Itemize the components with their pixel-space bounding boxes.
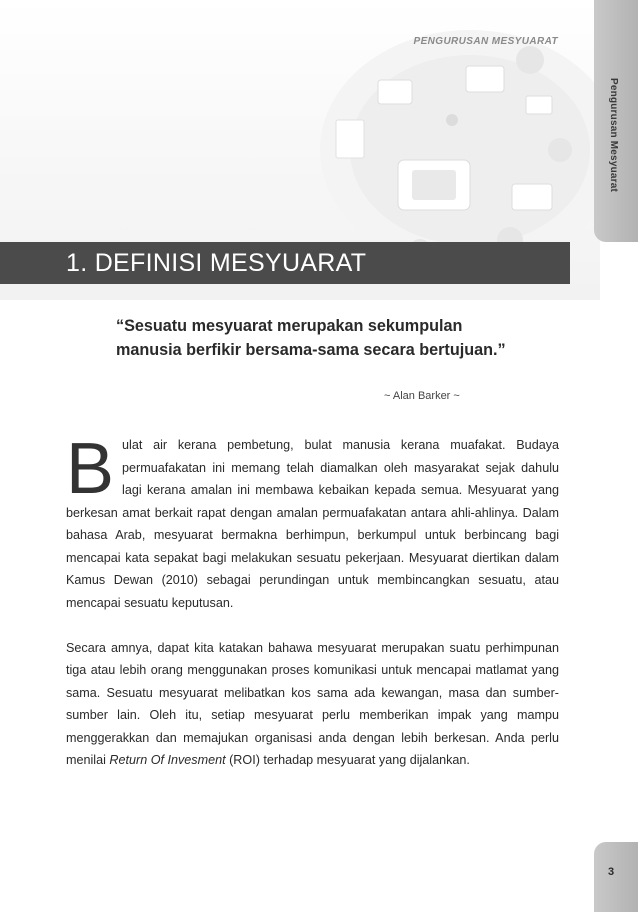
paragraph-1 (66, 429, 559, 614)
page-number: 3 (607, 866, 615, 878)
quote-text: “Sesuatu mesyuarat merupakan sekumpulan manusia berfikir bersama-sama secara bertujuan.” (116, 317, 506, 359)
body-text (66, 429, 559, 794)
quote-author: ~ Alan Barker ~ (384, 390, 460, 402)
section-title: 1. DEFINISI MESYUARAT (66, 249, 367, 277)
paragraph-1-text: ulat air kerana pembetung, bulat manusia kerana muafakat. Budaya permuafakatan ini memang telah diamalkan oleh masyarakat sejak dahulu lagi kerana amalan ini membawa kebaikan kepada semua. Mesyuarat yang berkesan amat berkait rapat dengan amalan permuafakatan antara ahli-ahlinya. Dalam bahasa Arab, mesyuarat bermakna berhimpun, berkumpul untuk berbincang bagi mencapai kata sepakat bagi melakukan sesuatu pekerjaan. Mesyuarat diertikan dalam Kamus Dewan (2010) sebagai perundingan untuk membincangkan sesuatu, atau mencapai sesuatu keputusan. (66, 438, 559, 610)
drop-cap: B (66, 429, 115, 509)
header-section-label: PENGURUSAN MESYUARAT (413, 36, 558, 47)
paragraph-2-text-after: (ROI) terhadap mesyuarat yang dijalankan. (225, 753, 470, 767)
footer-tab (594, 842, 638, 912)
side-tab-label: Pengurusan Mesyuarat (608, 78, 619, 193)
side-tab (594, 0, 638, 242)
section-heading-bar (0, 242, 570, 284)
paragraph-2-text-before: Secara amnya, dapat kita katakan bahawa mesyuarat merupakan suatu perhimpunan tiga atau lebih orang menggunakan proses komunikasi untuk mencapai matlamat yang sama. Sesuatu mesyuarat melibatkan kos sama ada kewangan, masa dan sumber-sumber lain. Oleh itu, setiap mesyuarat perlu memberikan impak yang mampu menggerakkan dan memajukan organisasi anda dengan lebih berkesan. Anda perlu menilai (66, 640, 559, 767)
paragraph-2 (66, 637, 559, 772)
roi-term: Return Of Invesment (109, 753, 226, 767)
